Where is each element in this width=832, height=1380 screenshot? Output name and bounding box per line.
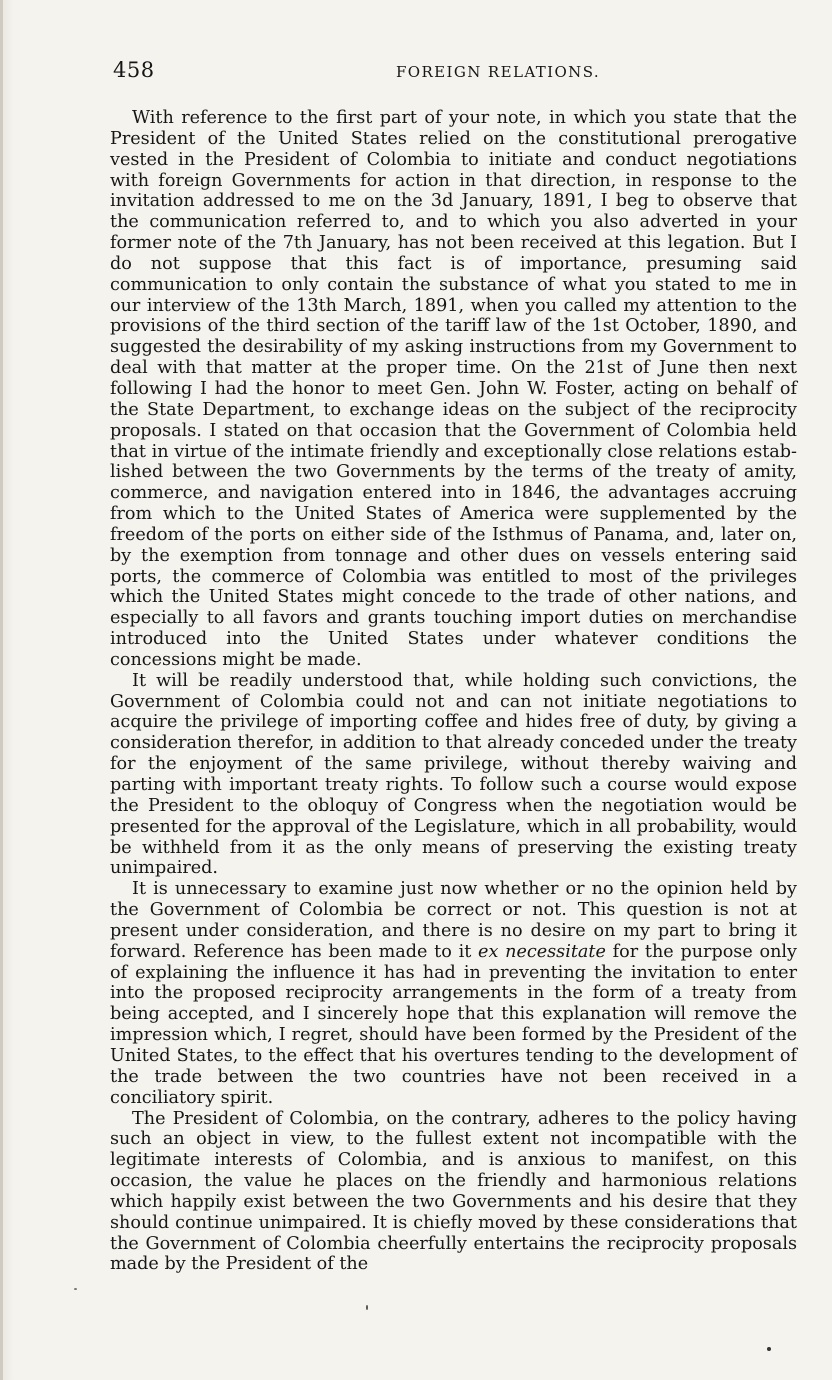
paragraph-2: It will be readily understood that, while holding such convictions, the Government of Colombia could not and can not initiate negotiations to acquire the privilege of importing coffee and hides free of duty, by giving a consideration therefor, in addition to that already conceded under the treaty for the enjoyment of the same privilege, without thereby waiving and parting with important treaty rights. To follow such a course would expose the President to the obloquy of Congress when the negotiation would be presented for the approval of the Legislature, which in all probability, would be withheld from it as the only means of preserving the existing treaty unimpaired.: [110, 670, 797, 879]
paragraph-3-italic-phrase: ex necessitate: [478, 941, 606, 962]
running-head: FOREIGN RELATIONS.: [395, 63, 601, 81]
paragraph-4: The President of Colombia, on the contrary, adheres to the policy having such an object in view, to the fullest extent not incompatible with the legitimate interests of Colombia, and is anxious to manifest, on this occasion, the value he places on the friendly and harmonious relations which happily exist between the two Governments and his desire that they should continue unimpaired. It is chiefly moved by these considerations that the Government of Colombia cheerfully entertains the reciprocity proposals made by the President of the: [110, 1108, 797, 1275]
print-speck: [74, 1288, 77, 1290]
paragraph-1: With reference to the first part of your note, in which you state that the President of the United States relied on the constitutional prerogative vested in the President of Colombia to initiate and conduct negotiations with foreign Governments for action in that direction, in response to the invitation addressed to me on the 3d January, 1891, I beg to observe that the communication referred to, and to which you also adverted in your former note of the 7th January, has not been received at this legation. But I do not suppose that this fact is of importance, presuming said communication to only contain the substance of what you stated to me in our interview of the 13th March, 1891, when you called my attention to the provisions of the third section of the tariff law of the 1st October, 1890, and suggested the desirability of my asking instructions from my Government to deal with that matter at the proper time. On the 21st of June then next following I had the honor to meet Gen. John W. Foster, acting on behalf of the State Department, to exchange ideas on the subject of the reciprocity proposals. I stated on that occasion that the Government of Colombia held that in virtue of the intimate friendly and exceptionally close relations established between the two Governments by the terms of the treaty of amity, commerce, and navigation entered into in 1846, the advantages accruing from which to the United States of America were supplemented by the freedom of the ports on either side of the Isthmus of Panama, and, later on, by the exemption from tonnage and other dues on vessels entering said ports, the commerce of Colombia was entitled to most of the privileges which the United States might concede to the trade of other nations, and especially to all favors and grants touching import duties on merchandise introduced into the United States under whatever conditions the concessions might be made.: [110, 108, 797, 670]
page-header: [113, 58, 803, 90]
body-text: [110, 108, 797, 1275]
print-speck: [366, 1305, 368, 1310]
page-edge-shadow: [0, 0, 3, 1380]
paragraph-3-text-after: for the purpose only of explaining the influence it has had in preventing the invitation to enter into the proposed reciprocity arrangements in the form of a treaty from being accepted, and I sincerely hope that this explanation will remove the impression which, I regret, should have been formed by the President of the United States, to the effect that his overtures tending to the development of the trade between the two countries have not been received in a conciliatory spirit.: [110, 941, 797, 1108]
page-number: 458: [113, 58, 155, 82]
paragraph-3: [110, 879, 797, 1108]
paragraph-3-text-before: It is unnecessary to examine just now whether or no the opinion held by the Government of Colombia be correct or not. This question is not at present under consideration, and there is no desire on my part to bring it forward. Reference has been made to it: [110, 879, 797, 962]
print-speck: [767, 1347, 771, 1351]
